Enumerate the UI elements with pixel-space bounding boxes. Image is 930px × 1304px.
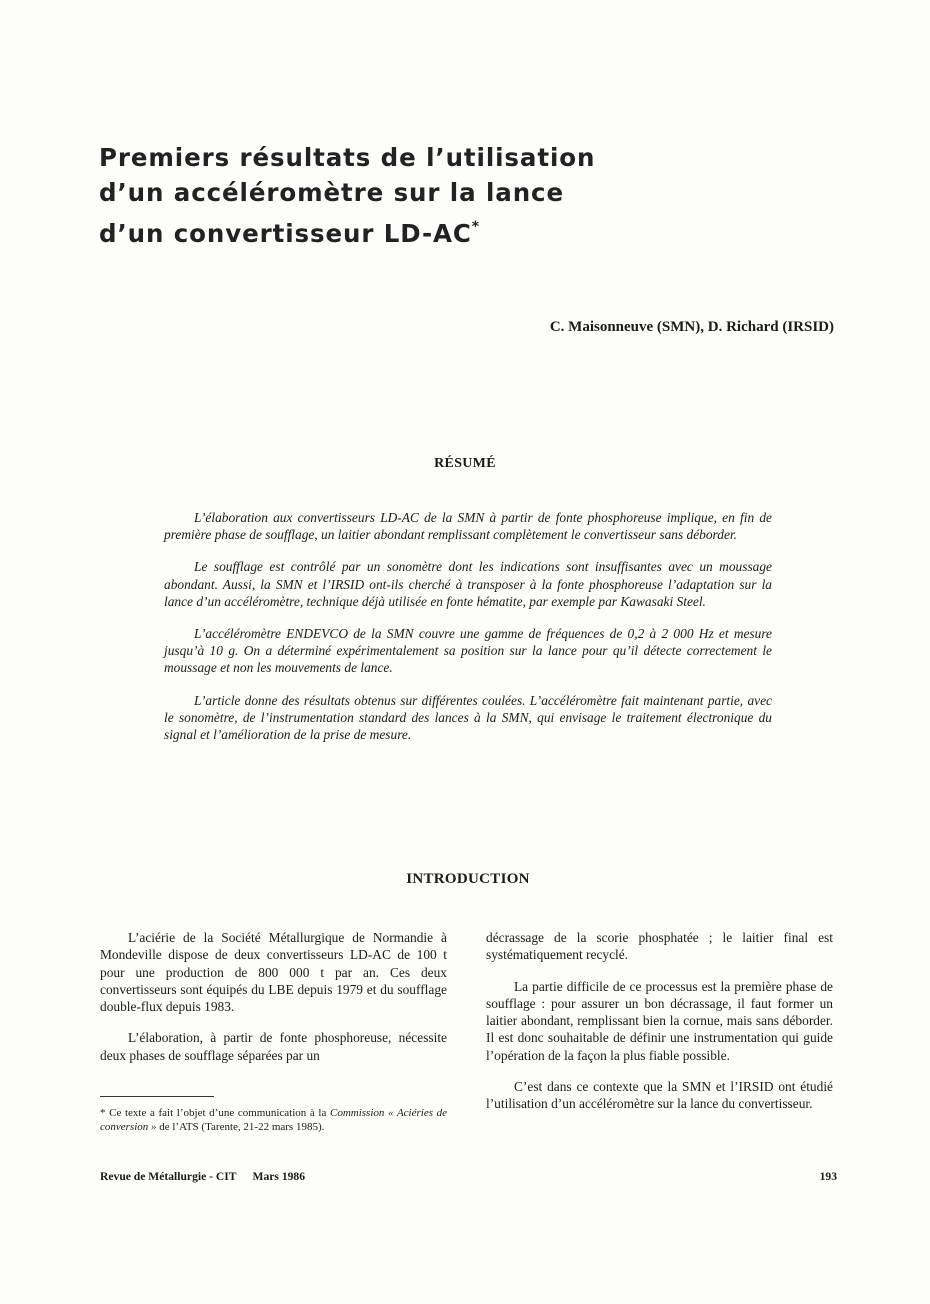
left-column (100, 929, 447, 1078)
title-line: Premiers résultats de l’utilisation (99, 143, 596, 172)
right-column (486, 929, 833, 1127)
page-footer (100, 1170, 305, 1183)
title-line: d’un accéléromètre sur la lance (99, 178, 564, 207)
footnote-text-end: de l’ATS (Tarente, 21-22 mars 1985). (159, 1121, 325, 1133)
author-line: C. Maisonneuve (SMN), D. Richard (IRSID) (549, 319, 834, 335)
issue-date: Mars 1986 (252, 1170, 306, 1183)
body-paragraph: C’est dans ce contexte que la SMN et l’IRSID ont étudié l’utilisation d’un accéléromètre sur la lance du convertisseur. (486, 1079, 833, 1112)
body-paragraph: décrassage de la scorie phosphatée ; le laitier final est systématiquement recyclé. (486, 930, 833, 963)
abstract-paragraph: L’article donne des résultats obtenus sur différentes coulées. L’accéléromètre fait maintenant partie, avec le sonomètre, de l’instrumentation standard des lances à la SMN, qui envisage le traitement électronique du signal et l’amélioration de la prise de mesure. (164, 692, 772, 743)
abstract-paragraph: L’accéléromètre ENDEVCO de la SMN couvre une gamme de fréquences de 0,2 à 2 000 Hz et mesure jusqu’à 10 g. On a déterminé expérimentalement sa position sur la lance pour qu’il détecte correctement le moussage et non les mouvements de lance. (164, 626, 772, 676)
abstract-paragraph: Le soufflage est contrôlé par un sonomètre dont les indications sont insuffisantes avec un moussage abondant. Aussi, la SMN et l’IRSID ont-ils cherché à transposer à la fonte phosphoreuse l’adaptation sur la lance d’un accéléromètre, technique déjà utilisée en fonte hématite, par exemple par Kawasaki Steel. (164, 559, 772, 609)
body-paragraph: La partie difficile de ce processus est la première phase de soufflage : pour assurer un bon décrassage, il faut former un laitier abondant, remplissant bien la cornue, mais sans déborder. Il est donc souhaitable de définir une instrumentation qui guide l’opération de la façon la plus fiable possible. (486, 978, 833, 1063)
title-line-text: d’un convertisseur LD-AC (99, 219, 472, 248)
footnote-mark: * (100, 1107, 106, 1119)
title-line (99, 210, 699, 251)
footnote-emphasis: Commission « Aciéries de conversion » (100, 1107, 448, 1133)
footnote-divider (100, 1096, 214, 1097)
title-footnote-mark: * (471, 219, 481, 235)
footnote-text: Ce texte a fait l’objet d’une communication à la (109, 1107, 327, 1119)
page-number: 193 (819, 1170, 837, 1183)
resume-heading: RÉSUMÉ (434, 456, 496, 471)
introduction-heading: INTRODUCTION (406, 871, 530, 887)
abstract (164, 509, 772, 758)
article-title (99, 140, 699, 251)
footnote (100, 1106, 447, 1134)
journal-name: Revue de Métallurgie - CIT (100, 1170, 237, 1183)
body-paragraph: L’aciérie de la Société Métallurgique de Normandie à Mondeville dispose de deux convertisseurs LD-AC de 100 t pour une production de 800 000 t par an. Ces deux convertisseurs sont équipés du LBE depuis 1979 et du soufflage double-flux depuis 1983. (100, 930, 447, 1015)
body-paragraph: L’élaboration, à partir de fonte phosphoreuse, nécessite deux phases de soufflage séparées par un (100, 1030, 447, 1063)
abstract-paragraph: L’élaboration aux convertisseurs LD-AC de la SMN à partir de fonte phosphoreuse implique, en fin de première phase de soufflage, un laitier abondant remplissant complètement le convertisseur sans déborder. (164, 510, 772, 543)
